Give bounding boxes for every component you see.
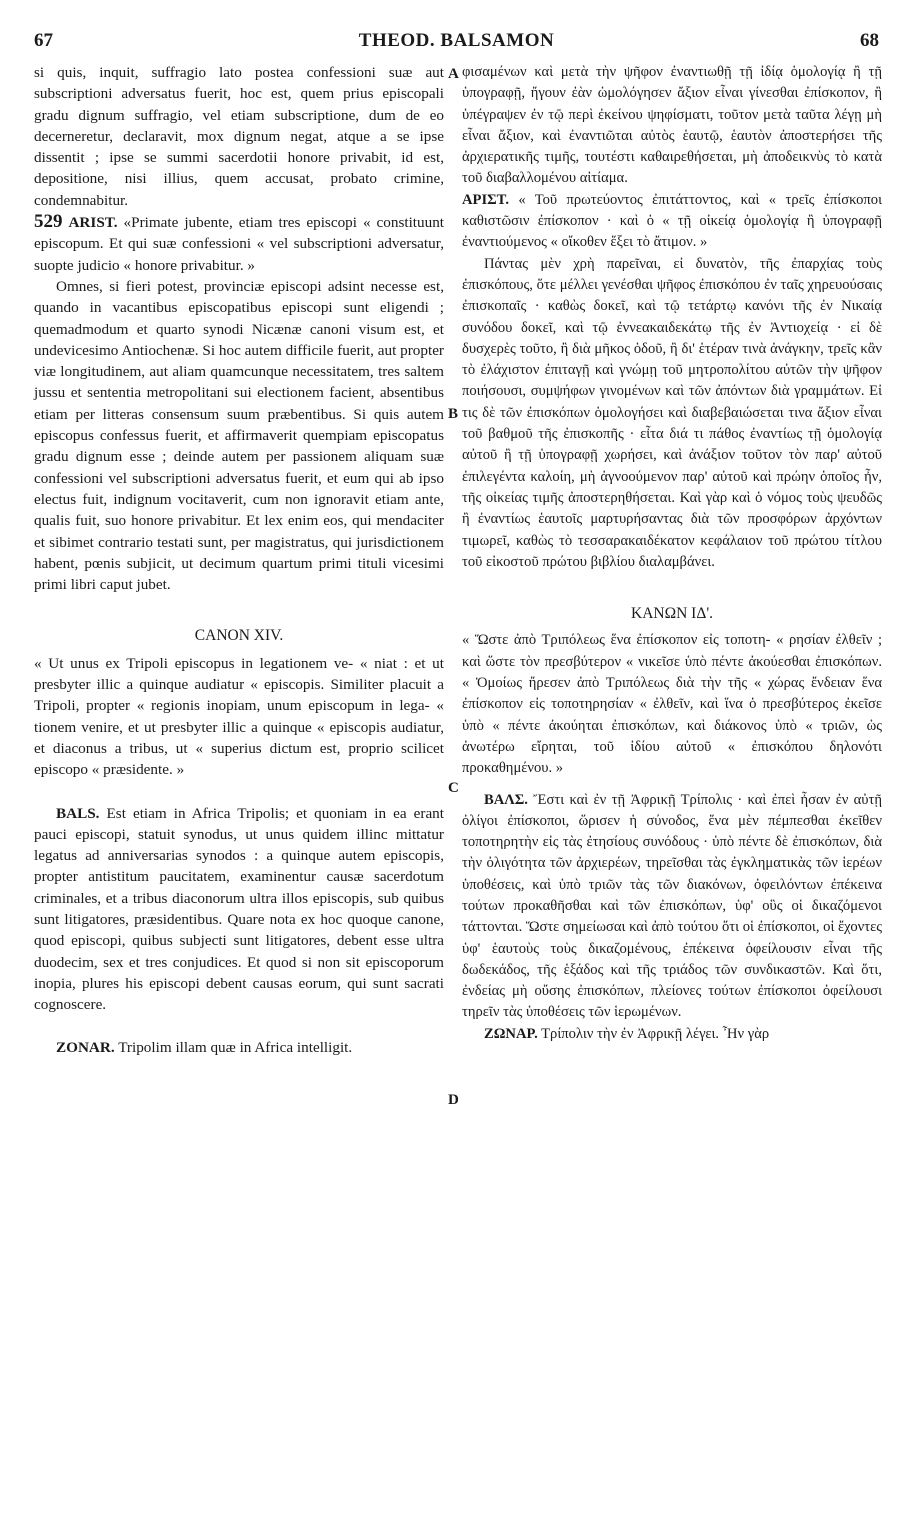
left-page-number: 67 [34,30,53,51]
latin-arist-text: «Primate jubente, etiam tres episcopi « constituunt episcopum. Et qui suæ confessioni « vel subscriptioni adversatur, suopte judicio « honore privabitur. » [34,214,445,274]
greek-bals-text: Ἔστι καὶ ἐν τῇ Ἀφρικῇ Τρίπολις · καὶ ἐπεὶ ἦσαν ἐν αὐτῇ ὀλίγοι ἐπίσκοποι, ὥρισεν ἡ σύνοδος, ἕνα μὲν πέμπεσθαι ἐκεῖθεν τοποτηρητὴν εἰς τὰς ἐτησίους συνόδους · ὑπὸ πέντε δὲ ἐπισκόπων, διὰ τὴν ὀλιγότητα τῶν ἀρχιερέων, τηρεῖσθαι τὰς ἐγκληματικὰς τῶν ἱερέων ὑποθέσεις, καὶ ὑπὸ τριῶν τὰς τῶν διακόνων, ὀφειλόντων ἐπέκεινα τούτων προκαθῆσθαι καὶ τῶν ἐπισκόπων, ὑφ' οὓς οἱ δικαζόμενοι τάττονται. Ὥστε σημείωσαι καὶ ἀπὸ τούτου ὅτι οἱ ἐπίσκοποι, οἱ ἔχοντες ὑφ' ἑαυτοὺς τοὺς δικαζομένους, ἐπέκεινα ὀφείλουσιν εἶναι τῆς δωδεκάδος, τῆς ἑξάδος καὶ τῆς τριάδος τῶν συνδικαστῶν. Καὶ ὅτι, ἐνδείας μὴ οὔσης ἐπισκόπων, πλείονες τούτων ἐπίσκοποι ὀφείλουσι τηρεῖν τὰς ὑποθέσεις τῶν ἱερωμένων. [462,791,882,1021]
greek-zonar-paragraph [462,1024,882,1045]
latin-zonar-label: ZONAR. [56,1039,115,1057]
running-head [30,30,883,56]
margin-letter-c: C [448,780,459,796]
greek-canon-heading: ΚΑΝΩΝ ΙΔ'. [631,605,713,623]
margin-letter-a: A [448,66,459,82]
greek-zonar-label: ΖΩΝΑΡ. [484,1025,538,1042]
page-marker: 529 [34,211,63,233]
latin-zonar-paragraph [34,1037,444,1058]
margin-letter-b: B [448,406,459,422]
latin-opening-paragraph: si quis, inquit, suffragio lato postea confessioni suæ aut subscriptioni adversatus fuerit, hoc est, quem prius episcopali gradu dignum suffragio, vel etiam subscriptione, dum de eo decerneretur, declaravit, mox dignum negat, atque a se ipse dissentit ; ipse se summi sacerdotii honore privabit, id est, depositione, nisi illius, quem accusat, probato crimine, condemnabitur. [34,64,444,209]
latin-zonar-text: Tripolim illam quæ in Africa intelligit. [118,1039,353,1057]
greek-canon-text: « Ὥστε ἀπὸ Τριπόλεως ἕνα ἐπίσκοπον εἰς τοποτη- « ρησίαν ἐλθεῖν ; καὶ ὥστε τὸν πρεσβύτερον « νικεῖσε ὑπὸ πέντε ἀκούεσθαι ἐπισκόπων. « Ὁμοίως ἤρεσεν ἀπὸ Τριπόλεως διὰ τὴν τῆς « χώρας ἔνδειαν ἕνα ἐπίσκοπον εἰς τοποτηρησίαν « ἐλθεῖν, καὶ ἵνα ὁ πρεσβύτερος ἐκεῖσε ὑπὸ « πέντε ἀκούηται ἐπισκόπων, καὶ διάκονος ὑπὸ « τριῶν, ὡς ἀνωτέρω εἴρηται, τοῦ ἰδίου αὐτοῦ « ἐπισκόπου δηλονότι προκαθημένου. » [462,632,882,777]
greek-bals-paragraph [462,790,882,1024]
latin-bals-paragraph [34,803,444,1016]
greek-arist-label: ΑΡΙΣΤ. [462,191,509,208]
greek-commentary-paragraph: Πάντας μὲν χρὴ παρεῖναι, εἰ δυνατὸν, τῆς ἐπαρχίας τοὺς ἐπισκόπους, ὅτε μέλλει γενέσθαι ψῆφος ἐπισκόπου ἐν ταῖς χηρευούσαις ἐπισκοπαῖς · καθὼς δοκεῖ, καὶ τῷ τετάρτῳ κανόνι τῆς ἐν Νικαίᾳ συνόδου δοκεῖ, καὶ τῷ ἐννεακαιδεκάτῳ τῆς ἐν Ἀντιοχείᾳ · εἰ δὲ δυσχερὲς τοῦτο, ἢ διὰ μῆκος ὁδοῦ, ἢ δι' ἑτέραν τινὰ ἀνάγκην, τρεῖς κἂν τὸ ἐλάχιστον ἐπιταγῇ καὶ γνώμῃ τοῦ μητροπολίτου αὐτῶν τὴν ψῆφον ποιήσουσι, συμψήφων γινομένων καὶ τῶν ἀπόντων διὰ γραμμάτων. Εἰ τις δὲ τῶν ἐπισκόπων ὁμολογήσει καὶ διαβεβαιώσεται τινα ἄξιον εἶναι τοῦ βαθμοῦ τῆς ἐπισκοπῆς · εἶτα διά τι πάθος ἐναντίως τῇ ὁμολογίᾳ αὐτοῦ ἢ τῇ ὑπογραφῇ χωρήσει, καὶ ἀνάξιον τοῦτον τὸν παρ' αὐτοῦ ἐπιλεγέντα καλοίη, μὴ ἀγνοούμενον παρ' αὐτοῦ καὶ πρώην ὁποῖος ἦν, τῆς οἰκείας τιμῆς ἀποστερηθήσεται. Καὶ γὰρ καὶ ὁ νόμος τοὺς ψευδῶς ἢ ἐναντίως ἑαυτοῖς μαρτυρήσαντας διὰ τῶν προσφόρων ἀρχόντων τιμωρεῖ, καθὼς τὸ τεσσαρακαιδέκατον κεφάλαιον τοῦ πρώτου τίτλου τοῦ εἰκοστοῦ πρώτου βιβλίου διαλαμβάνει. [462,255,882,570]
running-title: THEOD. BALSAMON [358,30,555,51]
latin-arist-paragraph [34,211,444,276]
latin-bals-label: BALS. [56,804,100,822]
greek-bals-label: ΒΑΛΣ. [484,791,528,808]
greek-arist-text: « Τοῦ πρωτεύοντος ἐπιτάττοντος, καὶ « τρεῖς ἐπίσκοποι καθιστῶσιν ἐπίσκοπον · καὶ ὁ « τῇ οἰκείᾳ ὁμολογίᾳ ἢ ὑπογραφῇ ἐναντιούμενος « οἴκοθεν ἕξει τὸ ἄτιμον. » [462,191,883,251]
right-page-number: 68 [860,30,879,51]
latin-canon-text: « Ut unus ex Tripoli episcopus in legationem ve- « niat : et ut presbyter illic a quinque audiatur « episcopis. Similiter placuit a Tripoli, propter « regionis inopiam, unum episcopum in lega- « tionem venire, et ut presbyter illic a quinque « episcopis audiatur, et diaconus a tribus, ut « superius dictum est, proprio scilicet episcopo « præsidente. » [34,654,444,779]
greek-zonar-text: Τρίπολιν τὴν ἐν Ἀφρικῇ λέγει. Ἦν γὰρ [541,1025,770,1042]
latin-arist-label: ARIST. [68,214,118,232]
latin-commentary-paragraph: Omnes, si fieri potest, provinciæ episcopi adsint necesse est, quando in vacantibus episcopatibus episcopi sunt eligendi ; quemadmodum et quarto synodi Nicænæ canoni visum est, et undevicesimo Antiochenæ. Si hoc autem difficile fuerit, aut propter viæ longitudinem, aut aliam quamcunque necessitatem, tres saltem jussu et sententia metropolitani sui electionem facient, absentibus etiam per litteras consensum suum præbentibus. Si quis autem episcopus confessus fuerit, et affirmaverit quempiam episcopatus gradu dignum esse ; deinde autem per passionem aliquam suæ confessioni vel subscriptioni adversatus fuerit, et eum qui ab ipso electus fuit, indignum vocitaverit, cum non ignoravit etiam ante, qualis fuit, suo honore privabitur. Et lex enim eos, qui mendaciter et sibimet contrario testati sunt, per magistratus, qui jurisdictionem habent, pœnis subjicit, ut decimum quartum primi tituli vicesimi primi libri caput jubet. [34,277,444,594]
greek-opening-paragraph: φισαμένων καὶ μετὰ τὴν ψῆφον ἐναντιωθῇ τῇ ἰδίᾳ ὁμολογίᾳ ἢ τῇ ὑπογραφῇ, ἤγουν ἐὰν ὡμολόγησεν ἄξιον εἶναι γίνεσθαι ἐπίσκοπον, ἢ ὑπέγραψεν ἐν τῷ περὶ ἐκείνου ψηφίσματι, τοῦτον μετὰ ταῦτα λέγῃ μὴ εἶναι ἄξιον, καὶ ἐναντιῶται αὐτὸς ἑαυτῷ, ἑαυτὸν ἀποστερήσει τῆς ἀρχιερατικῆς τιμῆς, τουτέστι καθαιρεθήσεται, μὴ ἀποδεικνὺς τὸ κατὰ τοῦ διαβαλλομένου αἰτίαμα. [462,64,882,187]
greek-arist-paragraph [462,190,882,254]
greek-column [462,62,882,1045]
latin-bals-text: Est etiam in Africa Tripolis; et quoniam in ea erant pauci episcopi, statuit synodus, ut unus quidem illinc mittatur legatus ad anniversarias synodos : a quinque autem episcopis, propter antistitum paucitatem, examinentur causæ sacerdotum criminales, et a tribus diaconorum ultra illos episcopis, sub quibus sunt litigatores, præsidentibus. Quare nota ex hoc quoque canone, quod episcopi, quibus subjecti sunt litigatores, debent esse ultra duodecim, sex et tres conjudices. Et quod si non sit episcoporum inopia, plures his episcopi debent causas eorum, qui sunt sacrati cognoscere. [34,804,445,1014]
latin-column [34,62,444,1059]
latin-canon-heading: CANON XIV. [194,627,284,645]
margin-letter-d: D [448,1092,459,1108]
